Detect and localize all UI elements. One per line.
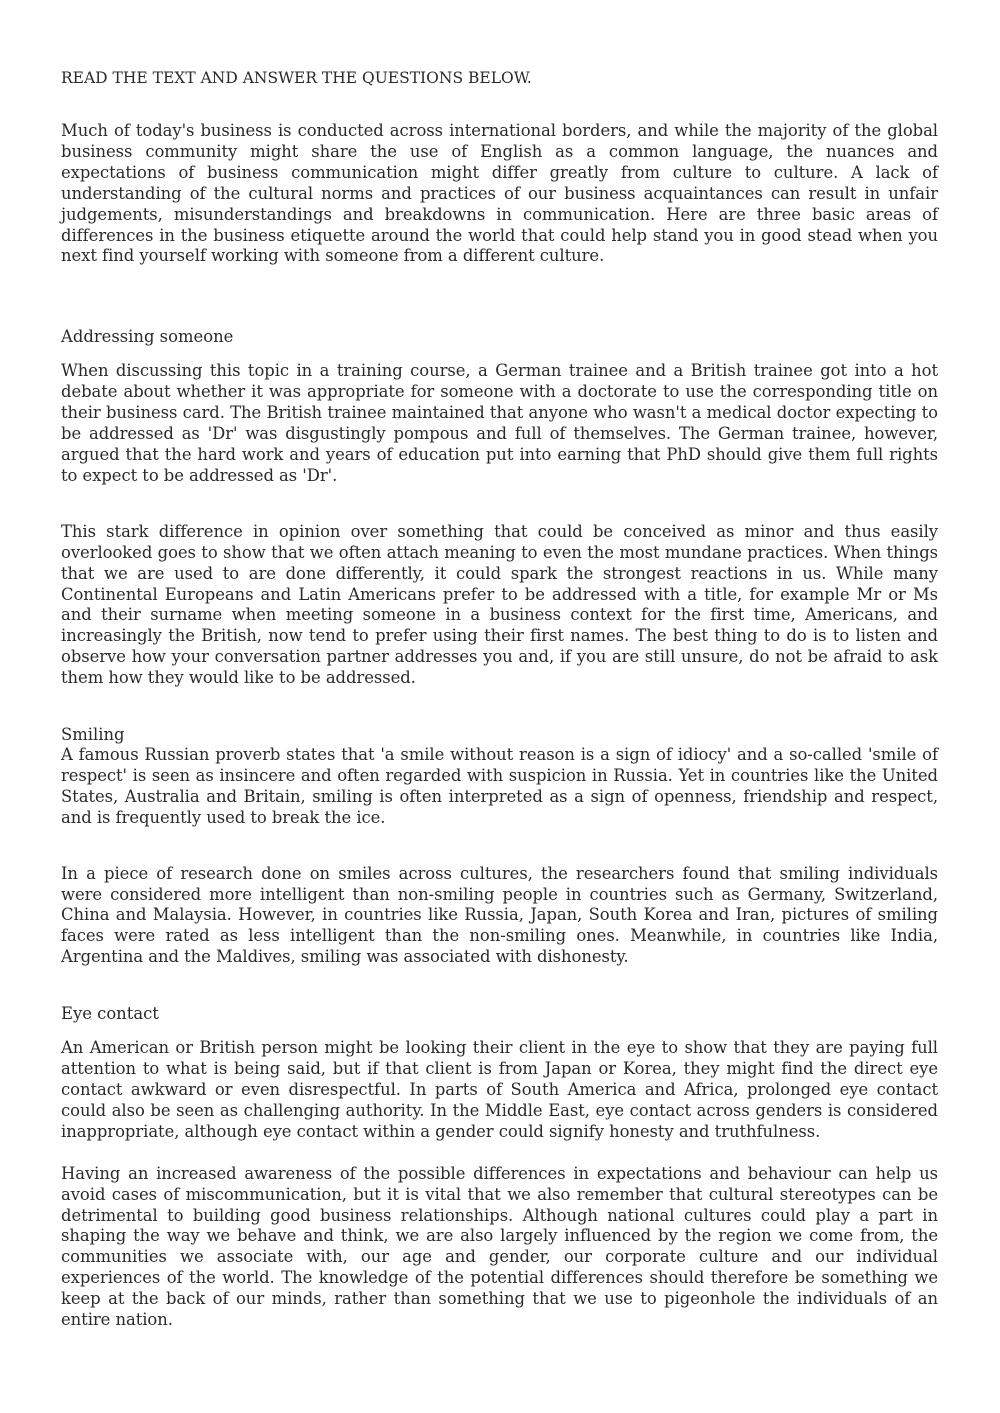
instruction-text: READ THE TEXT AND ANSWER THE QUESTIONS BELOW. [61,69,532,87]
eye-contact-paragraph-1: An American or British person might be looking their client in the eye to show that they are paying full attention to what is being said, but if that client is from Japan or Korea, they might find the direct eye contact awkward or even disrespectful. In parts of South America and Africa, prolonged eye contact could also be seen as challenging authority. In the Middle East, eye contact across genders is considered inappropriate, although eye contact within a gender could signify honesty and truthfulness. [61,1038,938,1141]
section-addressing-someone [61,326,938,689]
section-heading-smiling: Smiling [61,725,125,745]
section-heading-eye-contact: Eye contact [61,1004,159,1024]
section-smiling [61,724,938,968]
intro-paragraph: Much of today's business is conducted across international borders, and while the majority of the global business community might share the use of English as a common language, the nuances and expectations of business communication might differ greatly from culture to culture. A lack of understanding of the cultural norms and practices of our business acquaintances can result in unfair judgements, misunderstandings and breakdowns in communication. Here are three basic areas of differences in the business etiquette around the world that could help stand you in good stead when you next find yourself working with someone from a different culture. [61,121,938,266]
addressing-paragraph-2: This stark difference in opinion over something that could be conceived as minor and thus easily overlooked goes to show that we often attach meaning to even the most mundane practices. When things that we are used to are done differently, it could spark the strongest reactions in us. While many Continental Europeans and Latin Americans prefer to be addressed with a title, for example Mr or Ms and their surname when meeting someone in a business context for the first time, Americans, and increasingly the British, now tend to prefer using their first names. The best thing to do is to listen and observe how your conversation partner addresses you and, if you are still unsure, do not be afraid to ask them how they would like to be addressed. [61,521,938,688]
smiling-paragraph-1: A famous Russian proverb states that 'a smile without reason is a sign of idiocy' and a so-called 'smile of respect' is seen as insincere and often regarded with suspicion in Russia. Yet in countries like the United States, Australia and Britain, smiling is often interpreted as a sign of openness, friendship and respect, and is frequently used to break the ice. [61,745,938,827]
section-eye-contact [61,1003,938,1143]
section-heading-addressing: Addressing someone [61,327,234,347]
addressing-paragraph-1: When discussing this topic in a training course, a German trainee and a British trainee got into a hot debate about whether it was appropriate for someone with a doctorate to use the corresponding title on their business card. The British trainee maintained that anyone who wasn't a medical doctor expecting to be addressed as 'Dr' was disgustingly pompous and full of themselves. The German trainee, however, argued that the hard work and years of education put into earning that PhD should give them full rights to expect to be addressed as 'Dr'. [61,361,938,485]
conclusion-paragraph: Having an increased awareness of the possible differences in expectations and behaviour can help us avoid cases of miscommunication, but it is vital that we also remember that cultural stereotypes can be detrimental to building good business relationships. Although national cultures could play a part in shaping the way we behave and think, we are also largely influenced by the region we come from, the communities we associate with, our age and gender, our corporate culture and our individual experiences of the world. The knowledge of the potential differences should therefore be something we keep at the back of our minds, rather than something that we use to pigeonhole the individuals of an entire nation. [61,1163,938,1330]
smiling-paragraph-2: In a piece of research done on smiles across cultures, the researchers found that smiling individuals were considered more intelligent than non-smiling people in countries such as Germany, Switzerland, China and Malaysia. However, in countries like Russia, Japan, South Korea and Iran, pictures of smiling faces were rated as less intelligent than the non-smiling ones. Meanwhile, in countries like India, Argentina and the Maldives, smiling was associated with dishonesty. [61,863,938,967]
